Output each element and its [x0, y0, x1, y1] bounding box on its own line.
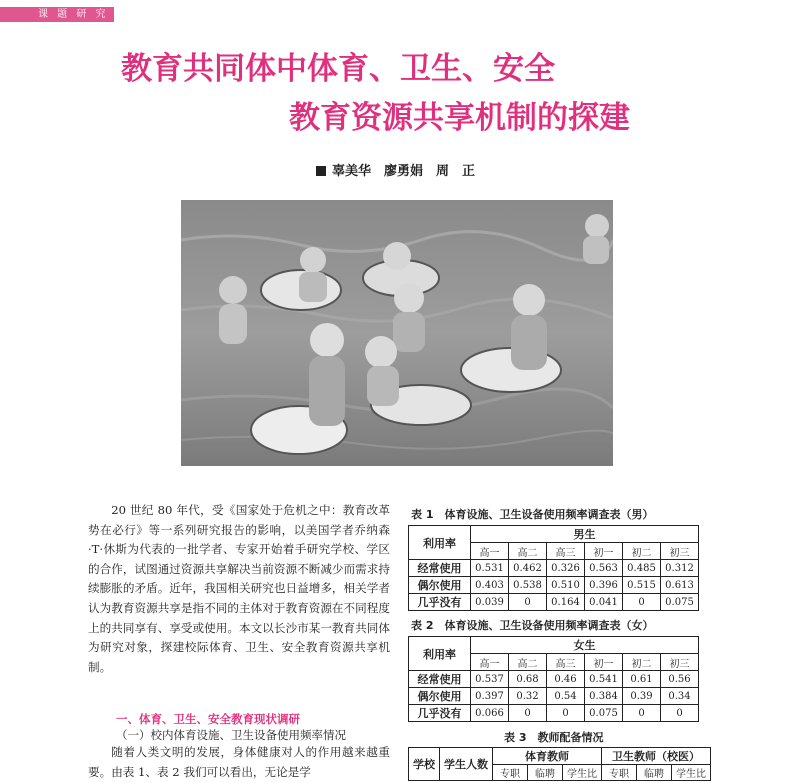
section-heading: 一、体育、卫生、安全教育现状调研: [116, 712, 300, 726]
table-cell: 0: [623, 594, 661, 611]
row-label: 偶尔使用: [409, 688, 471, 705]
table-row: [409, 577, 699, 594]
table-cell: 0.039: [471, 594, 509, 611]
table3-group1: 体育教师: [493, 748, 602, 765]
table2-row-header: 利用率: [409, 637, 471, 671]
table-cell: 0: [509, 705, 547, 722]
table-row: [409, 594, 699, 611]
table-cell: 0.041: [585, 594, 623, 611]
subsection-heading: （一）校内体育设施、卫生设备使用频率情况: [116, 728, 346, 742]
table2-col-header: 初三: [661, 654, 699, 671]
table-cell: 0.326: [547, 560, 585, 577]
table-cell: 0.531: [471, 560, 509, 577]
table-cell: 0.075: [585, 705, 623, 722]
intro-paragraph: 20 世纪 80 年代，受《国家处于危机之中：教育改革势在必行》等一系列研究报告的影响，以美国学者乔纳森·T·休斯为代表的一批学者、专家开始着手研究学校、学区的合作，试图通过资源共享解决当前资源不断减少而需求持续膨胀的矛盾。近年，我国相关研究也日益增多，相关学者认为教育资源共享是指不同的主体对于教育资源在不同程度上的共同享有、享受或使用。本文以长沙市某一教育共同体为研究对象，探建校际体育、卫生、安全教育资源共享机制。: [88, 503, 390, 674]
table-cell: 0: [509, 594, 547, 611]
row-label: 经常使用: [409, 671, 471, 688]
table2-col-header: 高二: [509, 654, 547, 671]
table3-subheader: 学生比: [672, 765, 711, 781]
table-cell: 0.384: [585, 688, 623, 705]
section-header-bar: [0, 7, 114, 22]
table-cell: 0.32: [509, 688, 547, 705]
table-cell: 0.563: [585, 560, 623, 577]
table-cell: 0.537: [471, 671, 509, 688]
table-cell: 0.510: [547, 577, 585, 594]
table-cell: 0.066: [471, 705, 509, 722]
table1-col-header: 高一: [471, 543, 509, 560]
table1-col-header: 初二: [623, 543, 661, 560]
row-label: 经常使用: [409, 560, 471, 577]
table-row: [409, 705, 699, 722]
table-cell: 0.46: [547, 671, 585, 688]
table3-subheader: 学生比: [563, 765, 602, 781]
intro-paragraph-block: [88, 501, 390, 677]
table1-col-header: 高三: [547, 543, 585, 560]
table1-col-header: 高二: [509, 543, 547, 560]
swimming-children-photo: [181, 200, 613, 466]
table-cell: 0.613: [661, 577, 699, 594]
table-cell: 0.54: [547, 688, 585, 705]
table1: [408, 525, 699, 611]
table-cell: 0: [623, 705, 661, 722]
table3-subheader: 临聘: [528, 765, 563, 781]
table-cell: 0.396: [585, 577, 623, 594]
author-names: 辜美华 廖勇娟 周 正: [332, 164, 476, 179]
table-row: [409, 560, 699, 577]
row-label: 几乎没有: [409, 705, 471, 722]
table-cell: 0.075: [661, 594, 699, 611]
table2-col-header: 初一: [585, 654, 623, 671]
row-label: 偶尔使用: [409, 577, 471, 594]
article-title-line1: 教育共同体中体育、卫生、安全: [121, 51, 555, 87]
table-cell: 0: [661, 705, 699, 722]
table-cell: 0.485: [623, 560, 661, 577]
table3-caption: 表 3 教师配备情况: [504, 731, 604, 744]
table-cell: 0.34: [661, 688, 699, 705]
table1-col-header: 初一: [585, 543, 623, 560]
table3-subheader: 专职: [493, 765, 528, 781]
table2-col-header: 高一: [471, 654, 509, 671]
table-cell: 0.403: [471, 577, 509, 594]
table1-group-label: 男生: [471, 526, 699, 543]
table2-col-header: 初二: [623, 654, 661, 671]
table2-col-header: 高三: [547, 654, 585, 671]
table2-caption: 表 2 体育设施、卫生设备使用频率调查表（女）: [411, 619, 654, 632]
author-marker-icon: [316, 166, 326, 176]
table2-group-label: 女生: [471, 637, 699, 654]
table-cell: 0.56: [661, 671, 699, 688]
table-cell: 0.68: [509, 671, 547, 688]
paragraph-2: 随着人类文明的发展，身体健康对人的作用越来越重要。由表 1、表 2 我们可以看出，无论是学: [88, 745, 390, 779]
table2: [408, 636, 699, 722]
table3-subheader: 专职: [602, 765, 637, 781]
table1-caption: 表 1 体育设施、卫生设备使用频率调查表（男）: [411, 508, 654, 521]
table3-subheader: 临聘: [637, 765, 672, 781]
table3-group2: 卫生教师（校医）: [602, 748, 711, 765]
article-title-line2: 教育资源共享机制的探建: [289, 100, 630, 136]
table-cell: 0: [547, 705, 585, 722]
table-cell: 0.515: [623, 577, 661, 594]
article-authors: [316, 160, 475, 179]
table-cell: 0.541: [585, 671, 623, 688]
section-label: 课 题 研 究: [38, 9, 109, 20]
table-row: [409, 671, 699, 688]
table3: [408, 747, 711, 781]
table-cell: 0.312: [661, 560, 699, 577]
table3-col-school: 学校: [409, 748, 440, 781]
table-row: [409, 688, 699, 705]
table-cell: 0.39: [623, 688, 661, 705]
table1-row-header: 利用率: [409, 526, 471, 560]
table3-col-students: 学生人数: [440, 748, 493, 781]
row-label: 几乎没有: [409, 594, 471, 611]
table-cell: 0.164: [547, 594, 585, 611]
table-cell: 0.538: [509, 577, 547, 594]
table-cell: 0.61: [623, 671, 661, 688]
paragraph-2-block: [88, 743, 390, 782]
table-cell: 0.462: [509, 560, 547, 577]
table-cell: 0.397: [471, 688, 509, 705]
table1-col-header: 初三: [661, 543, 699, 560]
